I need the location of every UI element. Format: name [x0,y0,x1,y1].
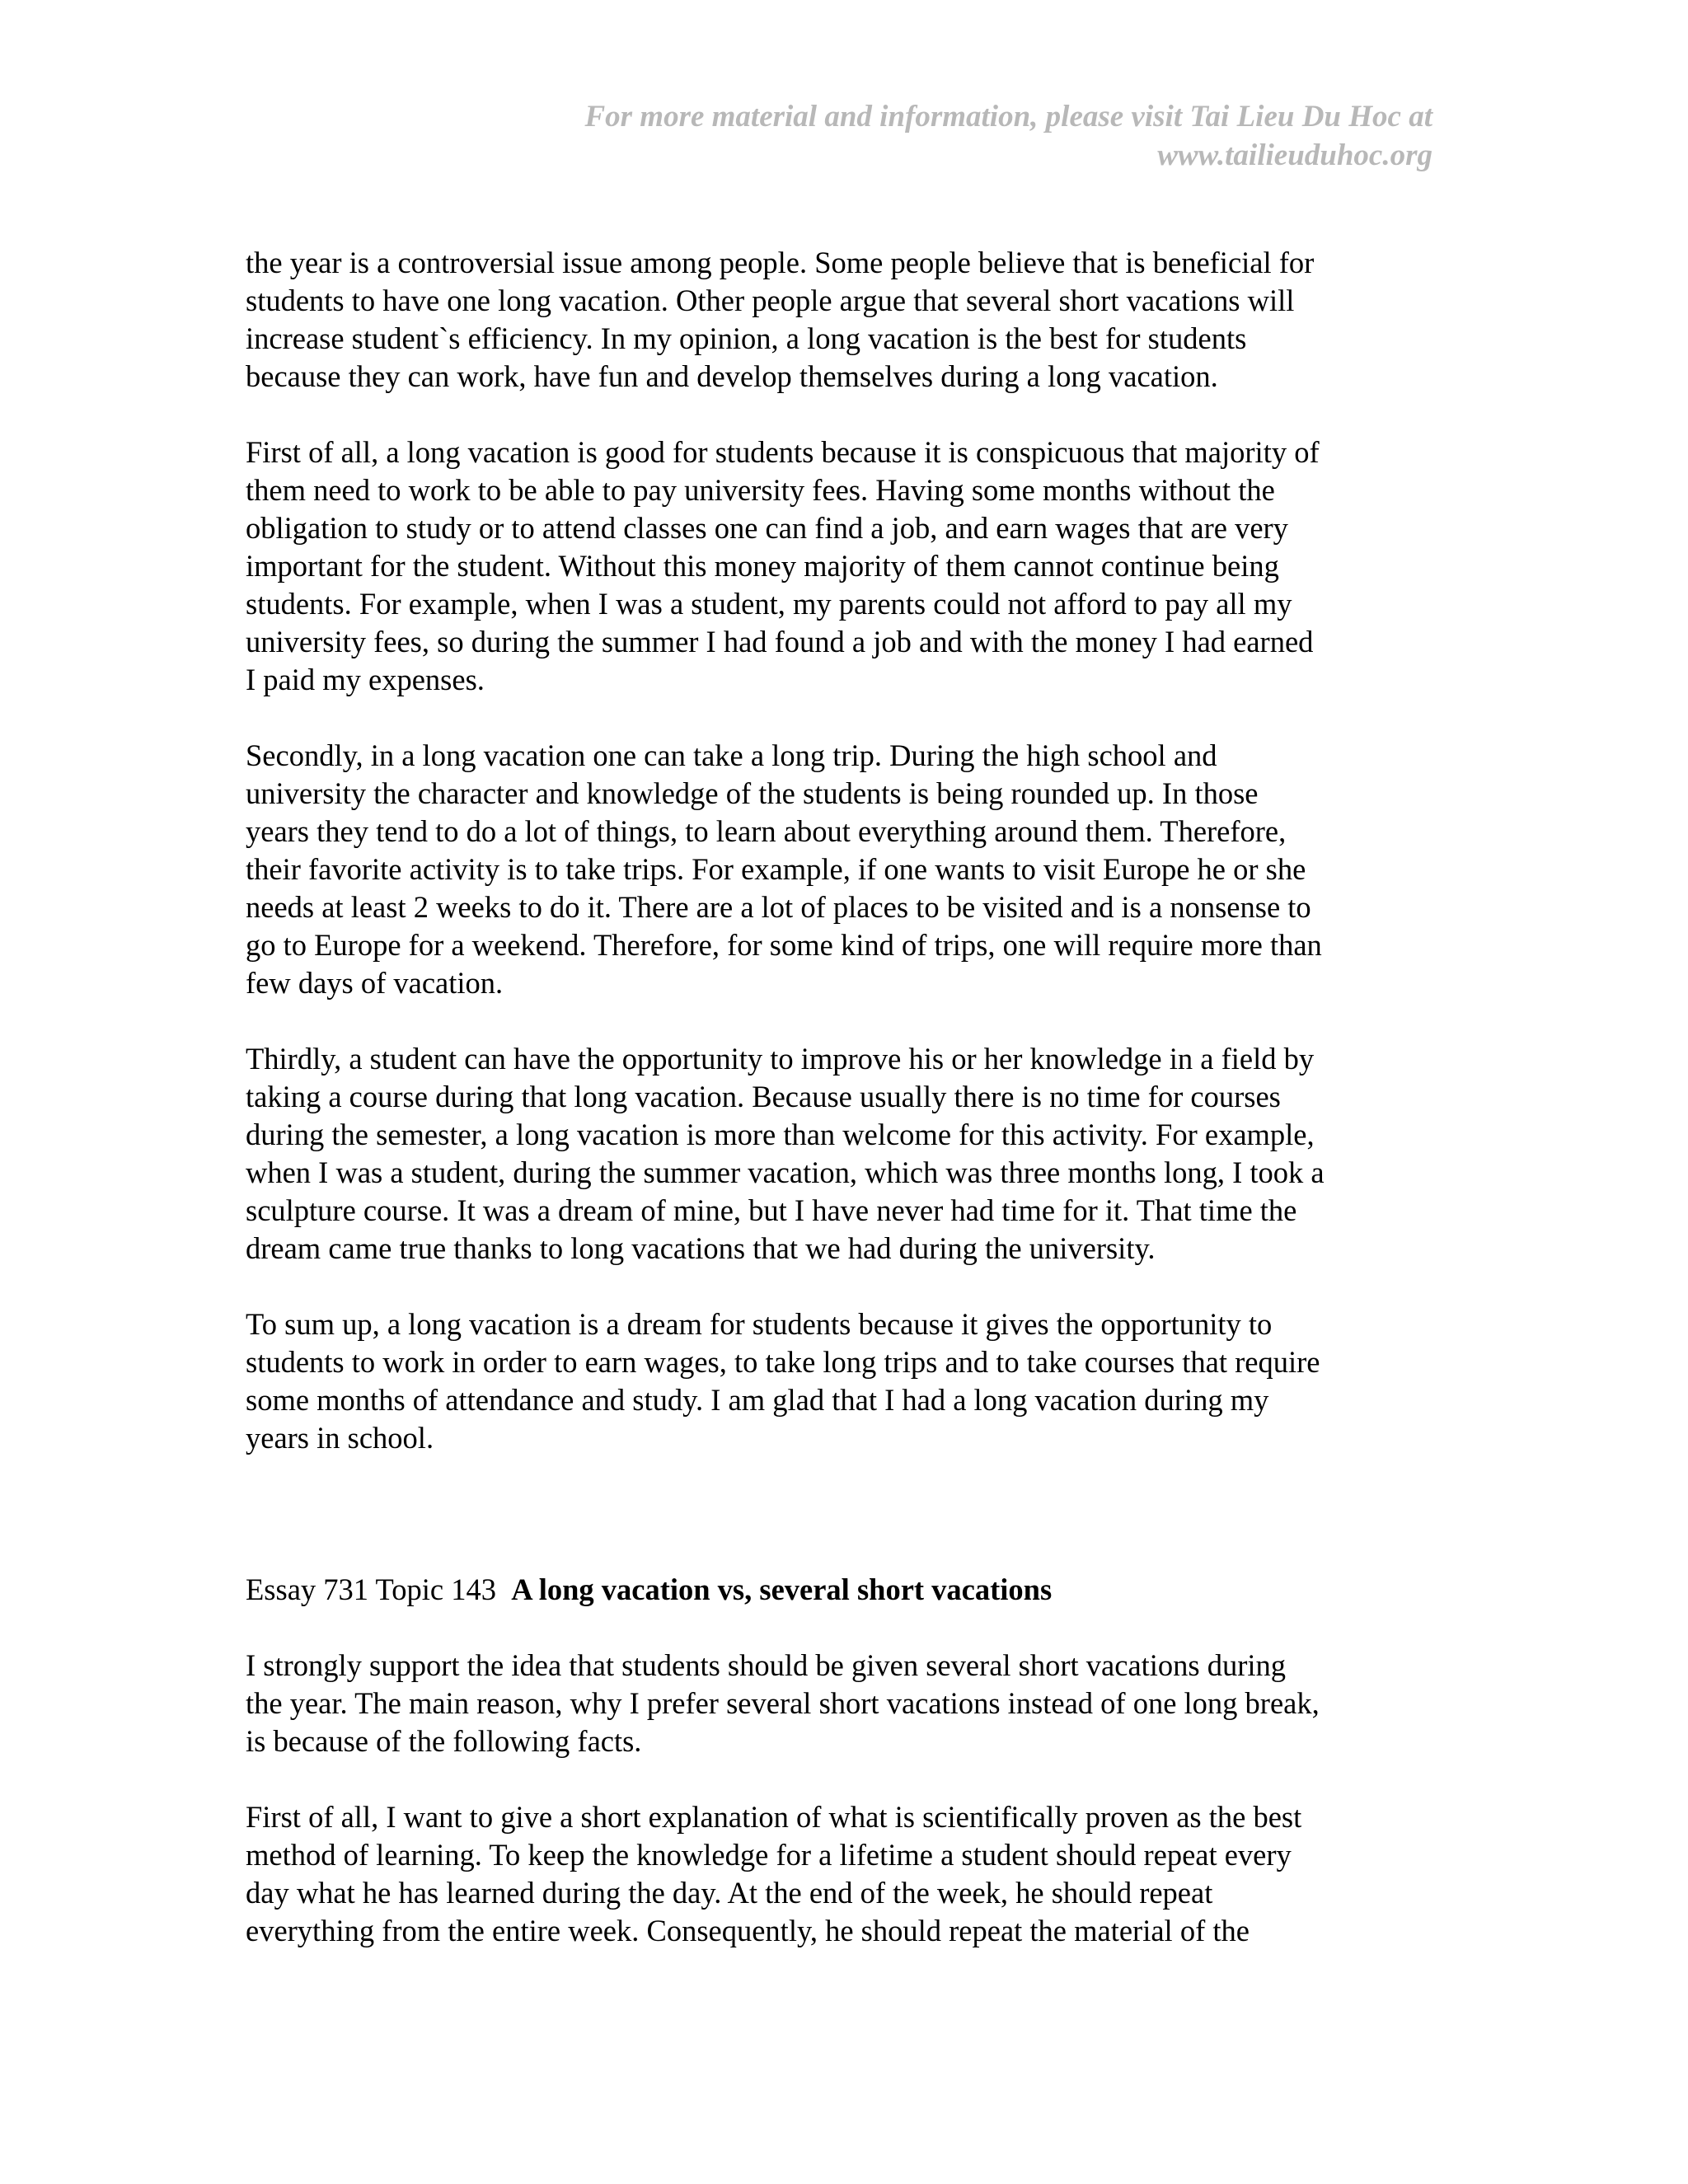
text-line: university fees, so during the summer I had found a job and with the money I had earned [246,625,1314,658]
text-line: important for the student. Without this money majority of them cannot continue being [246,549,1279,583]
text-line: To sum up, a long vacation is a dream for students because it gives the opportunity to [246,1307,1273,1341]
paragraph-essay2-intro [246,1647,1449,1760]
text-line: them need to work to be able to pay university fees. Having some months without the [246,473,1275,507]
text-line: taking a course during that long vacation. Because usually there is no time for courses [246,1080,1281,1113]
text-line: sculpture course. It was a dream of mine, but I have never had time for it. That time the [246,1193,1297,1227]
text-line: obligation to study or to attend classes one can find a job, and earn wages that are very [246,511,1288,545]
text-line: the year. The main reason, why I prefer several short vacations instead of one long break, [246,1686,1320,1720]
text-line: years in school. [246,1421,434,1455]
paragraph-second-reason [246,737,1449,1002]
text-line: I strongly support the idea that students should be given several short vacations during [246,1648,1287,1682]
text-line: students. For example, when I was a student, my parents could not afford to pay all my [246,587,1292,621]
text-line: during the semester, a long vacation is more than welcome for this activity. For example, [246,1118,1315,1151]
text-line: Thirdly, a student can have the opportunity to improve his or her knowledge in a field by [246,1042,1315,1076]
paragraph-first-reason [246,434,1449,699]
text-line: years they tend to do a lot of things, to learn about everything around them. Therefore, [246,814,1287,848]
text-line: Secondly, in a long vacation one can take a long trip. During the high school and [246,738,1217,772]
text-line: go to Europe for a weekend. Therefore, for some kind of trips, one will require more than [246,928,1322,962]
text-line: the year is a controversial issue among people. Some people believe that is beneficial for [246,246,1315,279]
text-line: university the character and knowledge of the students is being rounded up. In those [246,776,1259,810]
text-line: I paid my expenses. [246,663,485,696]
text-line: day what he has learned during the day. At the end of the week, he should repeat [246,1876,1213,1910]
paragraph-conclusion [246,1305,1449,1457]
text-line: needs at least 2 weeks to do it. There are a lot of places to be visited and is a nonsense to [246,890,1311,924]
text-line: is because of the following facts. [246,1724,642,1758]
text-line: everything from the entire week. Consequently, he should repeat the material of the [246,1914,1250,1947]
paragraph-third-reason [246,1040,1449,1268]
text-line: First of all, I want to give a short explanation of what is scientifically proven as the best [246,1800,1302,1834]
essay-heading [246,1571,1449,1609]
text-line: because they can work, have fun and develop themselves during a long vacation. [246,359,1218,393]
essay-number: Essay 731 Topic 143 [246,1572,496,1606]
paragraph-intro [246,244,1449,396]
text-line: students to have one long vacation. Other people argue that several short vacations will [246,284,1295,317]
essay-title: A long vacation vs, several short vacations [511,1572,1053,1606]
text-line: First of all, a long vacation is good for students because it is conspicuous that majority of [246,435,1320,469]
text-line: some months of attendance and study. I am glad that I had a long vacation during my [246,1383,1269,1417]
document-body [246,244,1449,1950]
text-line: when I was a student, during the summer vacation, which was three months long, I took a [246,1155,1325,1189]
text-line: method of learning. To keep the knowledge for a lifetime a student should repeat every [246,1838,1292,1872]
text-line: increase student`s efficiency. In my opinion, a long vacation is the best for students [246,321,1247,355]
text-line: their favorite activity is to take trips. For example, if one wants to visit Europe he or she [246,852,1306,886]
text-line: students to work in order to earn wages, to take long trips and to take courses that require [246,1345,1320,1379]
text-line: dream came true thanks to long vacations that we had during the university. [246,1231,1156,1265]
header-line-2: www.tailieuduhoc.org [1157,138,1432,172]
header-line-1: For more material and information, please visit Tai Lieu Du Hoc at [584,100,1432,134]
text-line: few days of vacation. [246,966,504,1000]
paragraph-essay2-first-reason [246,1798,1449,1950]
page-header [361,97,1432,175]
